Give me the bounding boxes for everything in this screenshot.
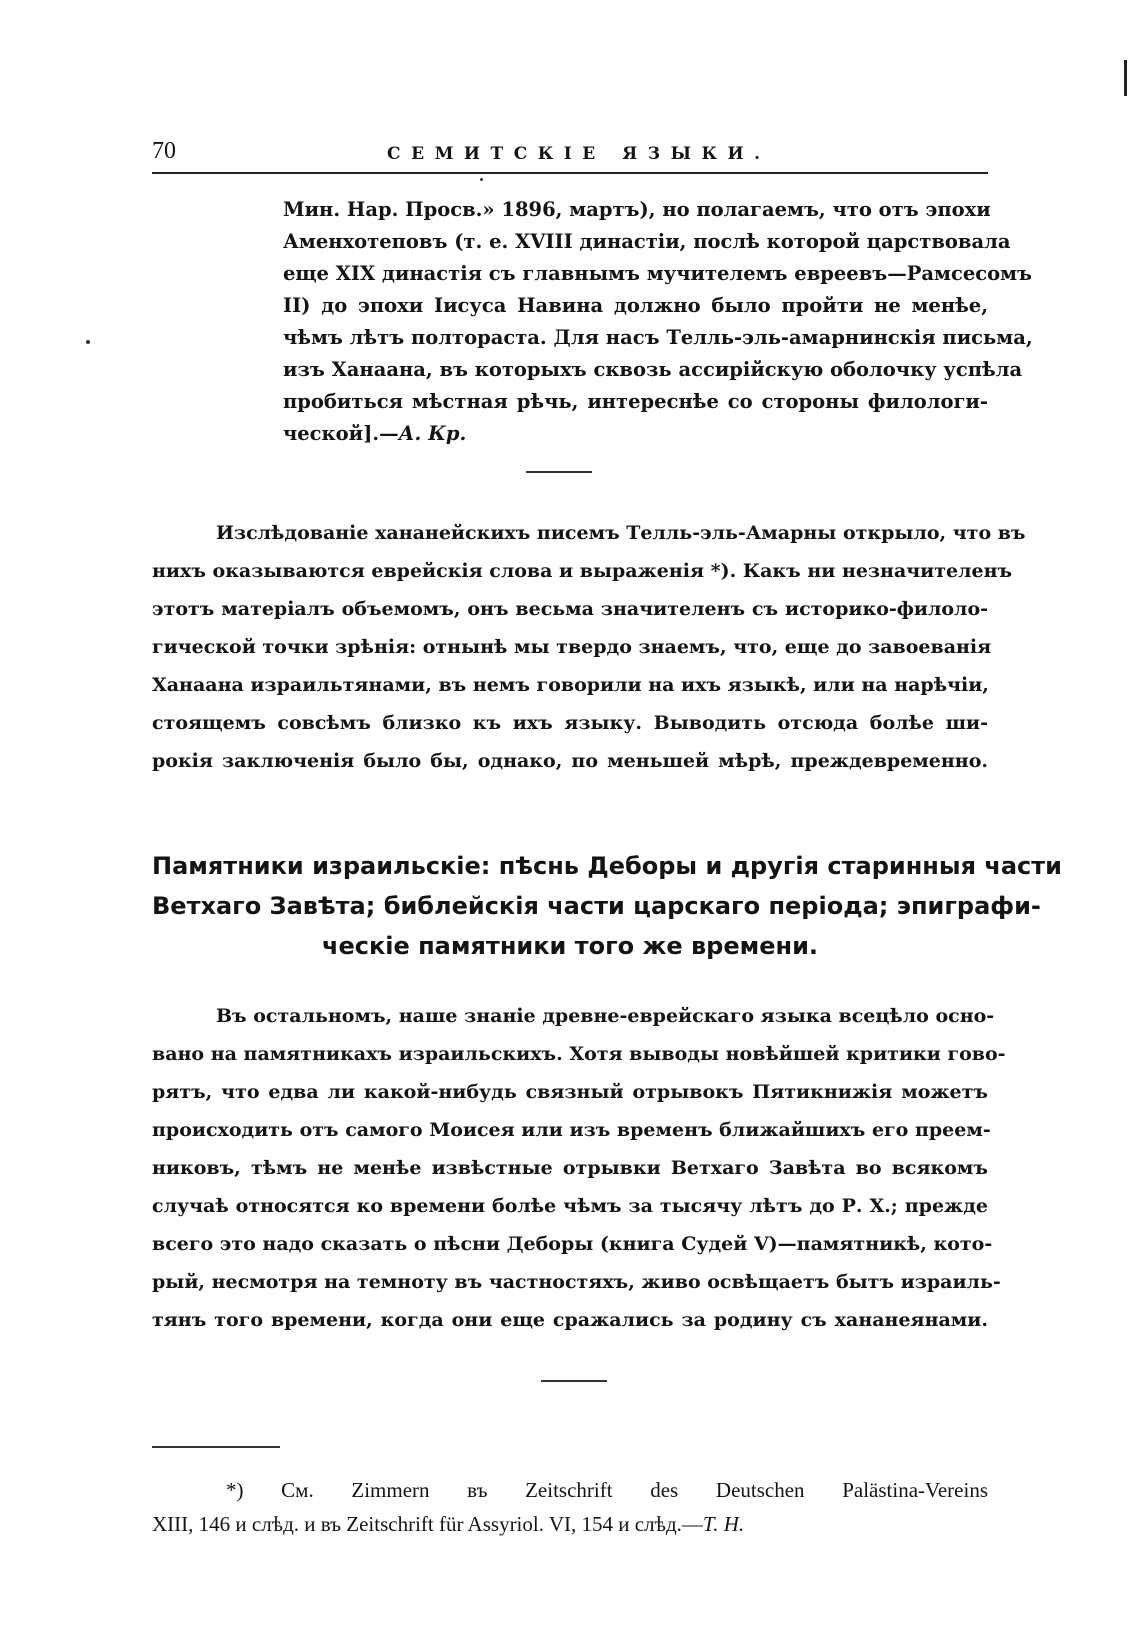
separator-rule: [541, 1380, 607, 1382]
note-signature: А. Кр.: [398, 422, 467, 445]
footnote-text: XIII, 146 и слѣд. и въ Zeitschrift für Assyriol. VI, 154 и слѣд.—: [152, 1512, 703, 1536]
paragraph-line: рый, несмотря на темноту въ частностяхъ, живо освѣщаетъ бытъ израиль-: [152, 1271, 1001, 1293]
scan-speck: [86, 340, 90, 344]
scan-edge-mark: [1124, 60, 1127, 96]
note-line: [283, 422, 988, 445]
paragraph-line: вано на памятникахъ израильскихъ. Хотя выводы новѣйшей критики гово-: [152, 1043, 1006, 1065]
paragraph-line: всего это надо сказать о пѣсни Деборы (книга Судей V)—памятникѣ, кото-: [152, 1233, 993, 1255]
note-last-text: ческой].—: [283, 422, 399, 445]
paragraph-line: Ханаана израильтянами, въ немъ говорили на ихъ языкѣ, или на нарѣчіи,: [152, 674, 989, 696]
note-line: пробиться мѣстная рѣчь, интереснѣе со стороны филологи-: [283, 390, 988, 413]
scan-speck: [480, 178, 483, 181]
note-line: чѣмъ лѣтъ полтораста. Для насъ Телль-эль-амарнинскія письма,: [283, 326, 1033, 349]
paragraph-line: гической точки зрѣнія: отнынѣ мы твердо знаемъ, что, еще до завоеванія: [152, 636, 992, 658]
paragraph-line: Изслѣдованіе хананейскихъ писемъ Телль-эль-Амарны открыло, что въ: [216, 522, 1026, 544]
paragraph-line: Въ остальномъ, наше знаніе древне-еврейскаго языка всецѣло осно-: [216, 1005, 995, 1027]
footnote-rule: [152, 1446, 280, 1448]
paragraph-line: тянъ того времени, когда они еще сражались за родину съ хананеянами.: [152, 1309, 988, 1331]
note-line: II) до эпохи Іисуса Навина должно было пройти не менѣе,: [283, 294, 988, 317]
heading-line: Памятники израильскіе: пѣснь Деборы и другія старинныя части: [152, 852, 1062, 880]
footnote-line: [152, 1512, 988, 1537]
paragraph-line: стоящемъ совсѣмъ близко къ ихъ языку. Выводить отсюда болѣе ши-: [152, 712, 988, 734]
note-line: еще XIX династія съ главнымъ мучителемъ евреевъ—Рамсесомъ: [283, 262, 1032, 285]
paragraph-line: нихъ оказываются еврейскія слова и выраженія *). Какъ ни незначителенъ: [152, 560, 1013, 582]
header-rule: [152, 172, 988, 174]
separator-rule: [526, 471, 592, 473]
page-header: [152, 138, 988, 174]
paragraph-line: случаѣ относятся ко времени болѣе чѣмъ за тысячу лѣтъ до Р. Х.; прежде: [152, 1195, 988, 1217]
note-line: Мин. Нар. Просв.» 1896, мартъ), но полагаемъ, что отъ эпохи: [283, 198, 991, 221]
footnote-line: *) См. Zimmern въ Zeitschrift des Deutschen Palästina-Vereins: [226, 1478, 988, 1502]
paragraph-line: этотъ матеріалъ объемомъ, онъ весьма значителенъ съ историко-филоло-: [152, 598, 988, 620]
note-line: Аменхотеповъ (т. е. XVIII династіи, послѣ которой царствовала: [283, 230, 1011, 253]
paragraph-line: происходить отъ самого Моисея или изъ временъ ближайшихъ его преем-: [152, 1119, 991, 1141]
heading-line: Ветхаго Завѣта; библейскія части царскаго періода; эпиграфи-: [152, 892, 1041, 920]
page-number: 70: [152, 138, 176, 164]
footnote-signature: Т. Н.: [702, 1512, 745, 1536]
heading-line: ческіе памятники того же времени.: [321, 932, 819, 960]
running-title: СЕМИТСКІЕ ЯЗЫКИ.: [387, 144, 771, 164]
paragraph-line: никовъ, тѣмъ не менѣе извѣстные отрывки Ветхаго Завѣта во всякомъ: [152, 1157, 988, 1179]
note-line: изъ Ханаана, въ которыхъ сквозь ассирійскую оболочку успѣла: [283, 358, 1023, 381]
paragraph-line: рятъ, что едва ли какой-нибудь связный отрывокъ Пятикнижія можетъ: [152, 1081, 988, 1103]
paragraph-line: рокія заключенія было бы, однако, по меньшей мѣрѣ, преждевременно.: [152, 750, 988, 772]
